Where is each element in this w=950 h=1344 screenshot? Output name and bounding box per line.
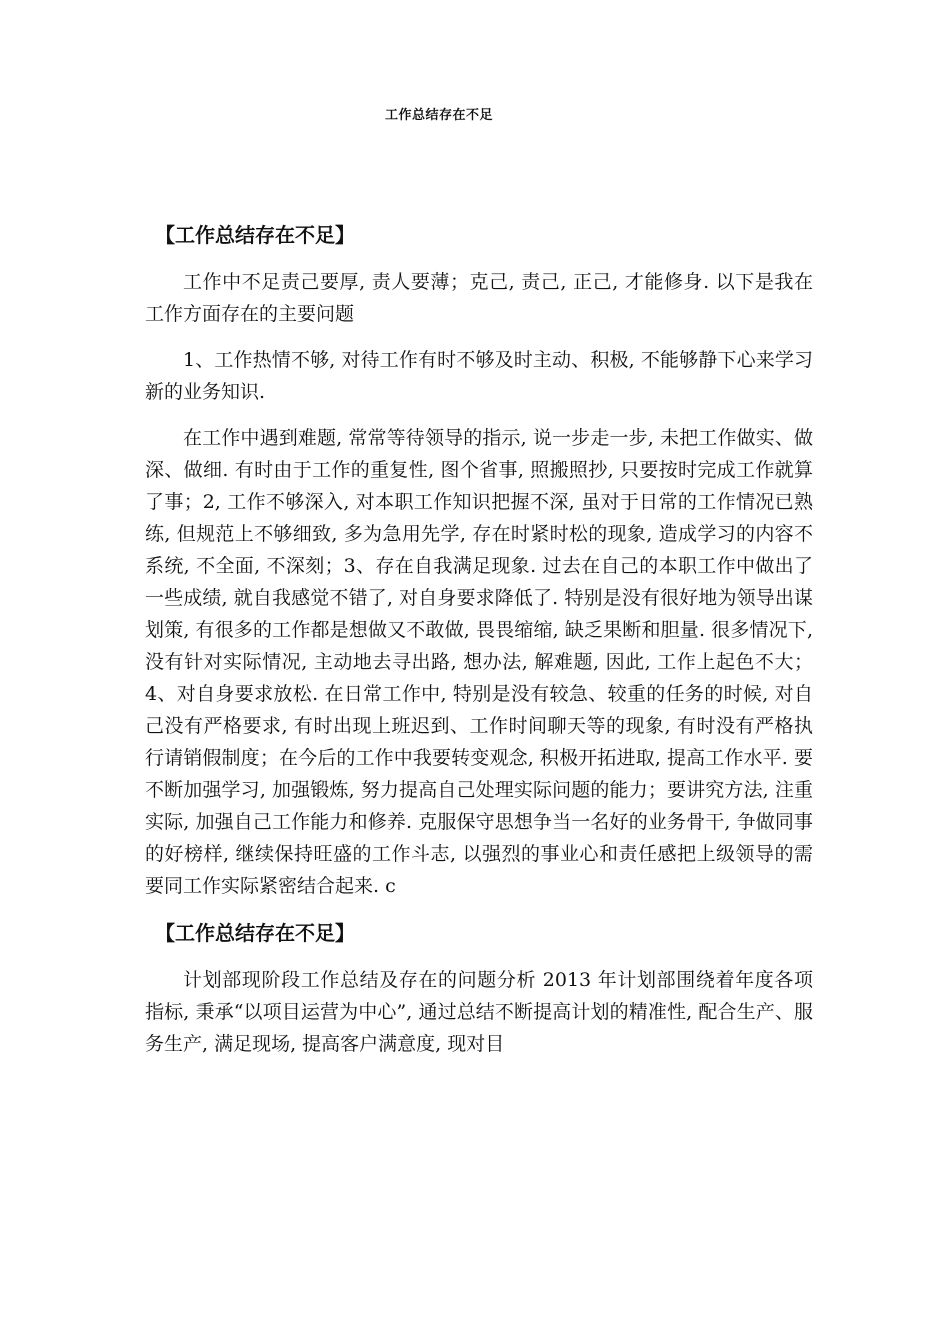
paragraph: 计划部现阶段工作总结及存在的问题分析 2013 年计划部围绕着年度各项指标, 秉承“以项目运营为中心”, 通过总结不断提高计划的精准性, 配合生产、服务生产, 满足现场, 提高客户满意度, 现对目 [145, 969, 813, 1055]
document-body [145, 218, 813, 1074]
paragraph: 在工作中遇到难题, 常常等待领导的指示, 说一步走一步, 未把工作做实、做深、做细. 有时由于工作的重复性, 图个省事, 照搬照抄, 只要按时完成工作就算了事；2, 工作不够深入, 对本职工作知识把握不深, 虽对于日常的工作情况已熟练, 但规范上不够细致, 多为急用先学, 存在时紧时松的现象, 造成学习的内容不系统, 不全面, 不深刻；3、存在自我满足现象. 过去在自己的本职工作中做出了一些成绩, 就自我感觉不错了, 对自身要求降低了. 特别是没有很好地为领导出谋划策, 有很多的工作都是想做又不敢做, 畏畏缩缩, 缺乏果断和胆量. 很多情况下, 没有针对实际情况, 主动地去寻出路, 想办法, 解难题, 因此, 工作上起色不大；4、对自身要求放松. 在日常工作中, 特别是没有较急、较重的任务的时候, 对自己没有严格要求, 有时出现上班迟到、工作时间聊天等的现象, 有时没有严格执行请销假制度；在今后的工作中我要转变观念, 积极开拓进取, 提高工作水平. 要不断加强学习, 加强锻炼, 努力提高自己处理实际问题的能力；要讲究方法, 注重实际, 加强自己工作能力和修养. 克服保守思想争当一名好的业务骨干, 争做同事的好榜样, 继续保持旺盛的工作斗志, 以强烈的事业心和责任感把上级领导的需要同工作实际紧密结合起来. c [145, 427, 813, 897]
section-1 [145, 218, 813, 902]
section-2 [145, 916, 813, 1060]
section-heading: 【工作总结存在不足】 [155, 921, 355, 945]
paragraph: 工作中不足责己要厚, 责人要薄；克己, 责己, 正己, 才能修身. 以下是我在工作方面存在的主要问题 [145, 271, 813, 325]
paragraph: 1、工作热情不够, 对待工作有时不够及时主动、积极, 不能够静下心来学习新的业务知识. [145, 349, 813, 403]
page-header-title: 工作总结存在不足 [384, 108, 493, 123]
section-heading: 【工作总结存在不足】 [155, 223, 355, 247]
